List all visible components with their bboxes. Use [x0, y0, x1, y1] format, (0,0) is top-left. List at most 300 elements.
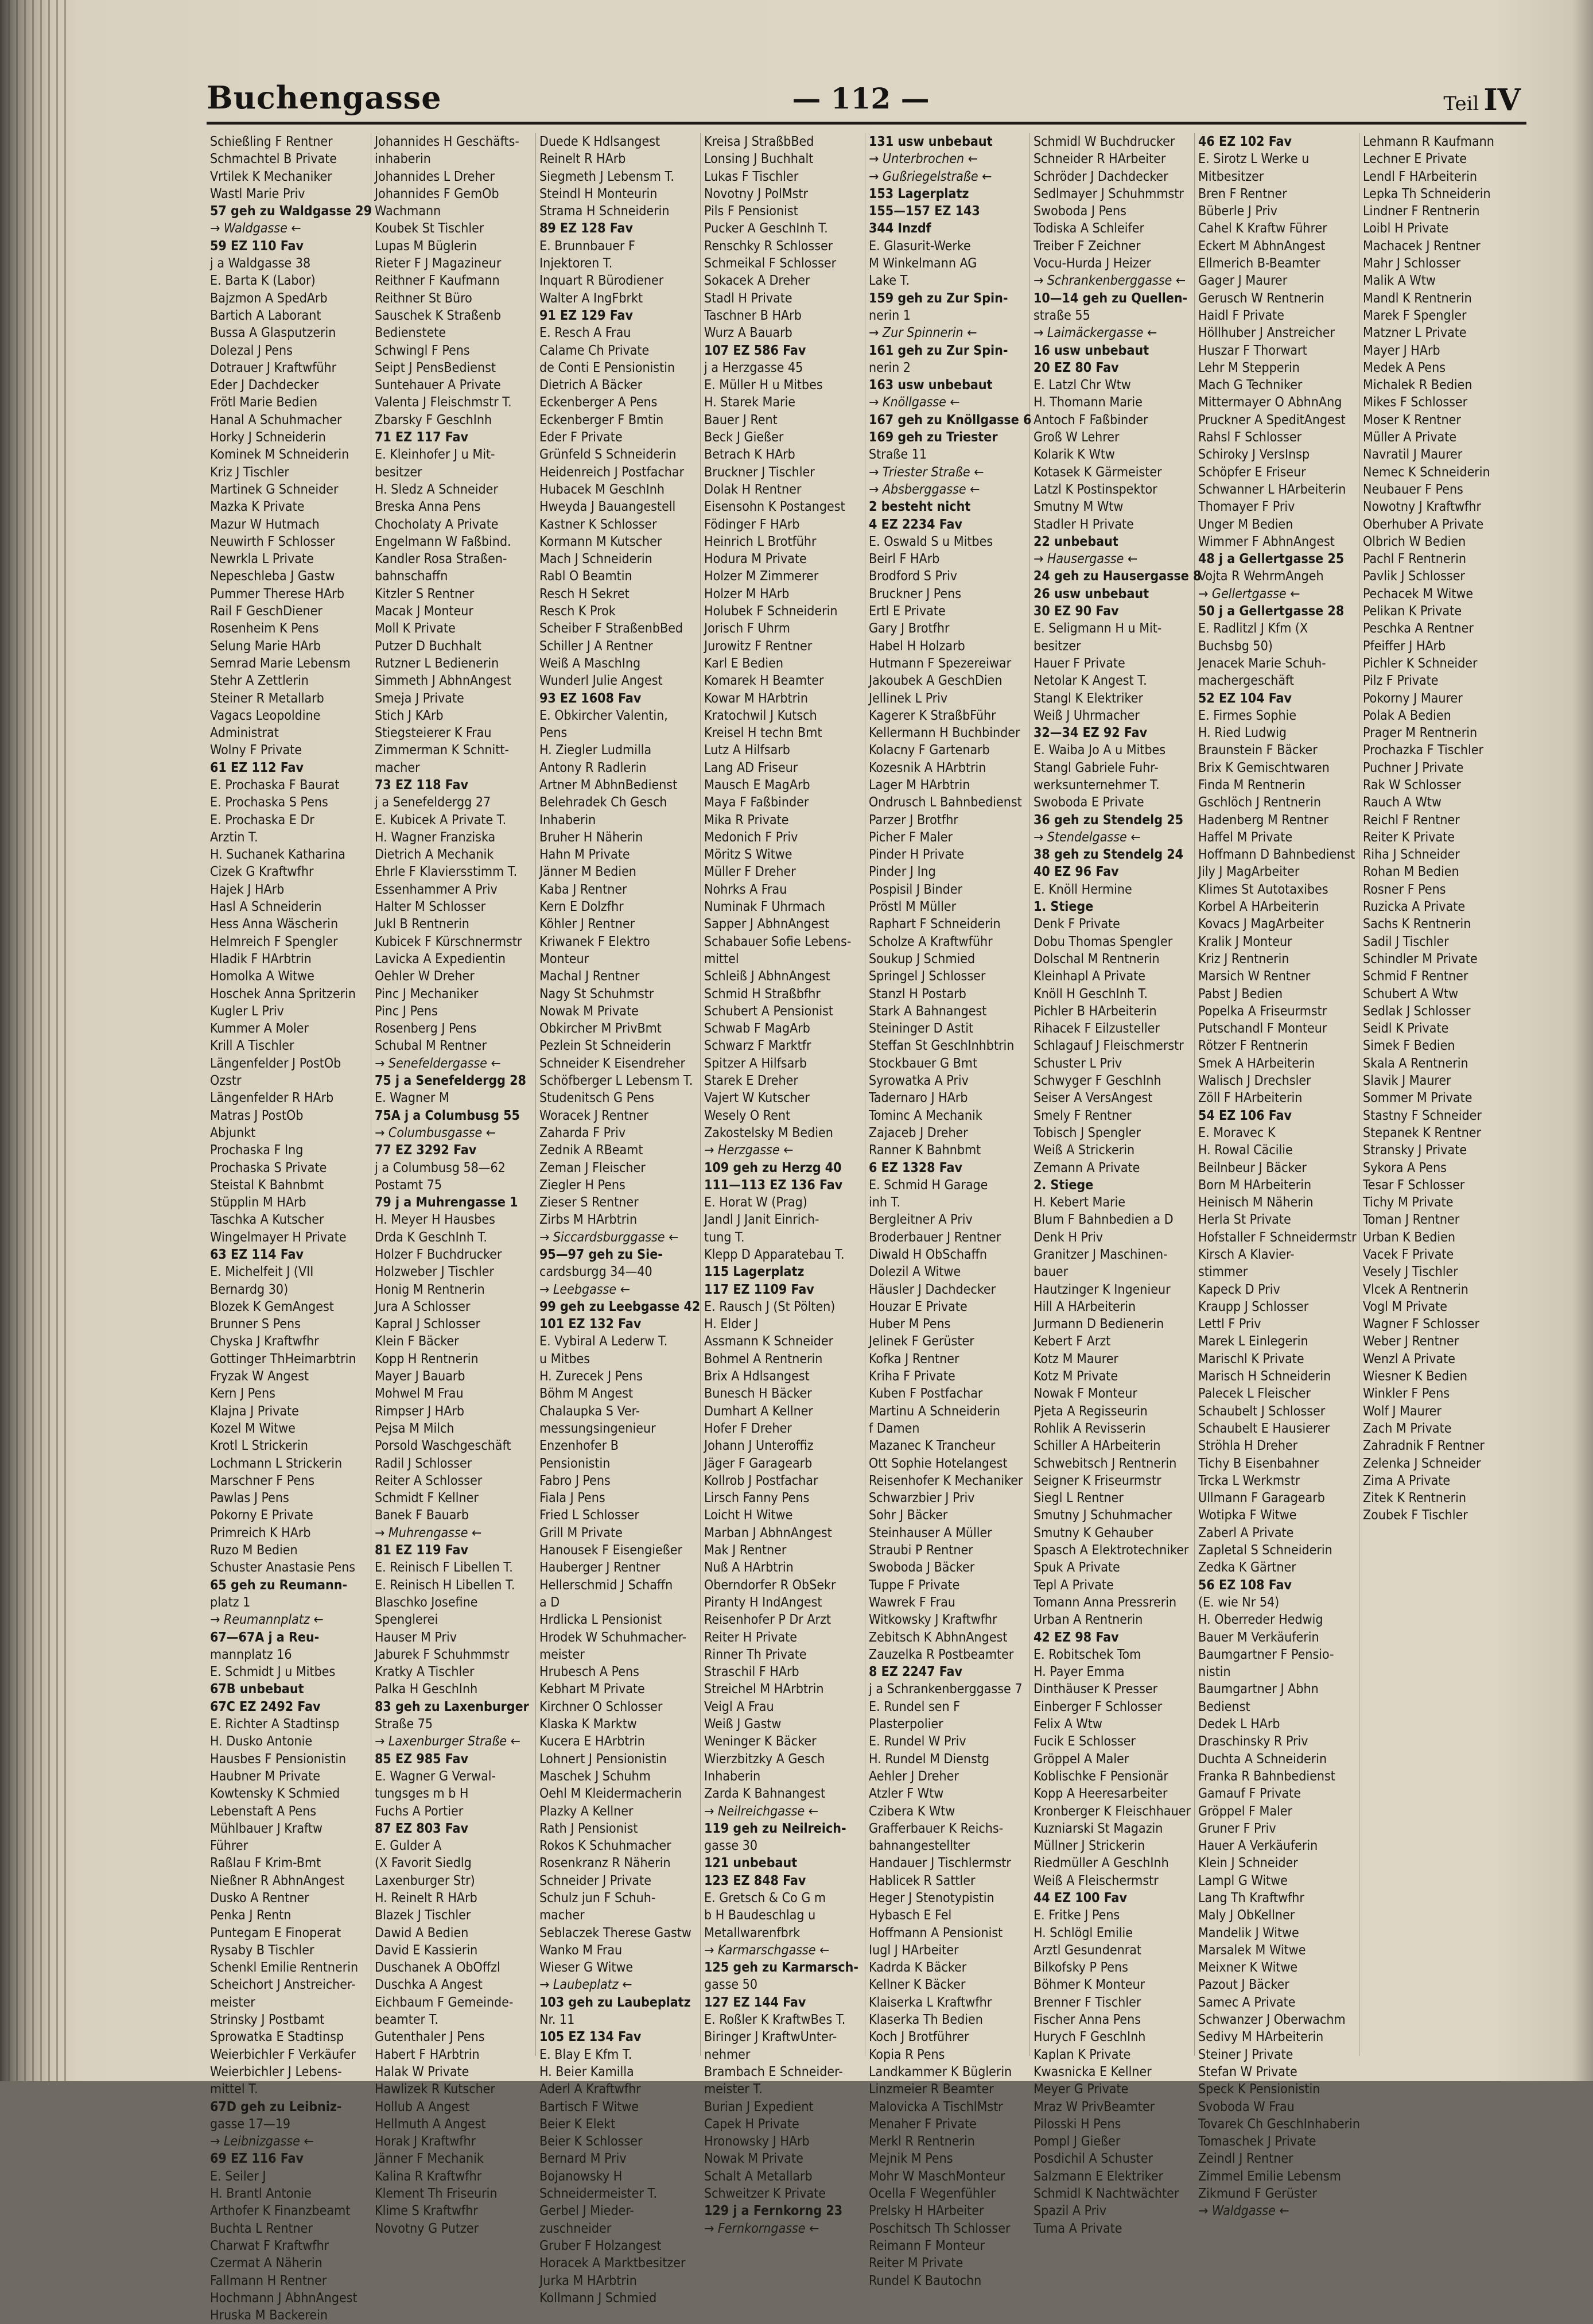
directory-entry: Ozstr	[210, 1073, 242, 1089]
directory-entry: Hauser M Priv	[375, 1629, 457, 1645]
directory-entry: Kandler Rosa Straßen-	[375, 552, 507, 567]
directory-entry: David E Kassierin	[375, 1942, 478, 1958]
directory-entry: Kreisel H techn Bmt	[704, 725, 822, 741]
directory-entry: 155—157 EZ 143	[869, 204, 980, 219]
directory-entry: Hablicek R Sattler	[869, 1873, 976, 1888]
directory-entry: Helmreich F Spengler	[210, 934, 338, 949]
directory-entry: meister	[210, 1995, 255, 2010]
directory-entry: Matzner L Private	[1363, 325, 1467, 341]
directory-entry: Latzl K Postinspektor	[1033, 482, 1157, 497]
directory-entry: Ruzo M Bedien	[210, 1543, 298, 1558]
directory-entry: Rutzner L Bedienerin	[375, 655, 499, 671]
directory-entry: Sykora A Pens	[1363, 1160, 1447, 1175]
directory-entry: Smutny M Wtw	[1033, 499, 1124, 515]
directory-entry: E. Horat W (Prag)	[704, 1195, 807, 1211]
directory-entry: 8 EZ 2247 Fav	[869, 1665, 962, 1680]
directory-entry: Fallmann H Rentner	[210, 2273, 327, 2288]
directory-entry: j a Waldgasse 38	[210, 256, 311, 271]
directory-entry: Capek H Private	[704, 2116, 799, 2132]
directory-entry: Handauer J Tischlermstr	[869, 1856, 1011, 1871]
directory-entry: 59 EZ 110 Fav	[210, 238, 304, 254]
directory-entry: Buchta L Rentner	[210, 2221, 313, 2236]
directory-entry: Franka R Bahnbedienst	[1198, 1768, 1335, 1784]
directory-entry: Mikes F Schlosser	[1363, 395, 1468, 410]
directory-entry: Engelmann W Faßbind.	[375, 534, 511, 549]
directory-entry: Kormann M Kutscher	[539, 534, 662, 549]
directory-entry: Schwanzer J Oberwachm	[1198, 2012, 1346, 2028]
directory-entry: Weierbichler F Verkäufer	[210, 2047, 356, 2062]
directory-entry: Mayer J HArb	[1363, 343, 1440, 358]
directory-entry: Klimes St Autotaxibes	[1198, 882, 1328, 897]
directory-entry: Braunstein F Bäcker	[1198, 743, 1318, 758]
directory-entry: Arztin T.	[210, 829, 258, 845]
directory-entry: Hauberger J Rentner	[539, 1560, 660, 1576]
directory-entry: Marban J AbhnAngest	[704, 1525, 832, 1541]
directory-entry: → Gellertgasse ←	[1198, 586, 1300, 602]
directory-entry: 71 EZ 117 Fav	[375, 430, 468, 445]
directory-entry: 30 EZ 90 Fav	[1033, 604, 1119, 619]
directory-entry: messungsingenieur	[539, 1421, 656, 1436]
directory-entry: Sprowatka E Stadtinsp	[210, 2030, 344, 2045]
directory-entry: E. Brunnbauer F	[539, 238, 635, 254]
directory-entry: Macak J Monteur	[375, 604, 473, 619]
directory-entry: Kugler L Priv	[210, 1003, 284, 1019]
directory-entry: E. Knöll Hermine	[1033, 882, 1132, 897]
directory-entry: 81 EZ 119 Fav	[375, 1543, 468, 1558]
directory-entry: → Karmarschgasse ←	[704, 1942, 830, 1958]
directory-entry: H. Payer Emma	[1033, 1665, 1125, 1680]
directory-entry: Pichler B HArbeiterin	[1033, 1003, 1157, 1019]
directory-entry: Taschka A Kutscher	[210, 1212, 324, 1228]
directory-entry: Fabro J Pens	[539, 1473, 611, 1488]
directory-entry: → Schrankenberggasse ←	[1033, 273, 1186, 289]
directory-entry: Kolacny F Gartenarb	[869, 743, 990, 758]
directory-entry: Hutmann F Spezereiwar	[869, 655, 1012, 671]
directory-entry: Mazanec K Trancheur	[869, 1438, 996, 1454]
directory-entry: Straße 11	[869, 447, 927, 463]
directory-entry: de Conti E Pensionistin	[539, 360, 675, 375]
directory-entry: Primreich K HArb	[210, 1525, 311, 1541]
directory-entry: Jänner F Mechanik	[375, 2151, 484, 2167]
directory-entry: Kopp H Rentnerin	[375, 1351, 479, 1367]
directory-entry: Klein F Bäcker	[375, 1334, 459, 1349]
directory-entry: Brambach E Schneider-	[704, 2064, 843, 2079]
directory-entry: Rabl O Beamtin	[539, 569, 632, 584]
directory-entry: Haubner M Private	[210, 1768, 320, 1784]
directory-entry: Hawlizek R Kutscher	[375, 2082, 495, 2097]
directory-entry: Smeja J Private	[375, 690, 464, 706]
directory-entry: Steiner J Private	[1198, 2047, 1293, 2062]
directory-entry: nistin	[1198, 1665, 1231, 1680]
directory-entry: → Zur Spinnerin ←	[869, 325, 977, 341]
directory-entry: Schlagauf J Fleischmerstr	[1033, 1038, 1184, 1054]
directory-entry: Moll K Private	[375, 621, 456, 637]
directory-entry: 131 usw unbebaut	[869, 134, 993, 149]
directory-entry: Starek E Dreher	[704, 1073, 798, 1089]
directory-entry: E. Müller H u Mitbes	[704, 378, 823, 393]
directory-entry: Mraz W PrivBeamter	[1033, 2099, 1155, 2115]
directory-entry: Groß W Lehrer	[1033, 430, 1120, 445]
directory-entry: Mohr W MaschMonteur	[869, 2168, 1005, 2184]
directory-entry: Matras J PostOb	[210, 1108, 304, 1123]
directory-entry: Zikmund F Gerüster	[1198, 2186, 1317, 2202]
directory-entry: Schaubelt E Hausierer	[1198, 1421, 1330, 1436]
directory-entry: Linzmeier R Beamter	[869, 2082, 994, 2097]
directory-entry: Kalina R Kraftwfhr	[375, 2168, 482, 2184]
directory-columns	[207, 133, 1526, 2323]
directory-entry: Skala A Rentnerin	[1363, 1056, 1468, 1071]
directory-entry: j a Herzgasse 45	[704, 360, 803, 375]
directory-entry: Strama H Schneiderin	[539, 204, 670, 219]
directory-entry: Böhmer K Monteur	[1033, 1977, 1145, 1993]
directory-entry: E. Resch A Frau	[539, 325, 631, 341]
directory-entry: Kovacs J MagArbeiter	[1198, 917, 1324, 932]
directory-entry: nerin 2	[869, 360, 911, 375]
directory-entry: u Mitbes	[539, 1351, 590, 1367]
directory-entry: Vajert W Kutscher	[704, 1091, 810, 1106]
directory-entry: tungsges m b H	[375, 1786, 469, 1802]
directory-entry: Horak J Kraftwfhr	[375, 2134, 476, 2150]
directory-entry: E. Fritke J Pens	[1033, 1908, 1120, 1923]
directory-entry: Kratochwil J Kutsch	[704, 708, 817, 723]
directory-entry: H. Kebert Marie	[1033, 1195, 1126, 1211]
directory-entry: Kotz M Maurer	[1033, 1351, 1118, 1367]
directory-entry: Putzer D Buchhalt	[375, 638, 481, 654]
directory-entry: zuschneider	[539, 2221, 612, 2236]
directory-entry: straße 55	[1033, 308, 1090, 323]
directory-entry: Blum F Bahnbedien a D	[1033, 1212, 1174, 1228]
directory-entry: Kriwanek F Elektro	[539, 934, 650, 949]
directory-entry: Hubacek M GeschInh	[539, 482, 665, 497]
directory-entry: Johannides H Geschäfts-	[375, 134, 519, 149]
directory-entry: Fischer Anna Pens	[1033, 2012, 1141, 2028]
directory-entry: Speck K Pensionistin	[1198, 2082, 1320, 2097]
directory-entry: Ruzicka A Private	[1363, 899, 1466, 915]
directory-entry: Navratil J Maurer	[1363, 447, 1463, 463]
directory-entry: Weiß A MaschIng	[539, 655, 641, 671]
directory-entry: Kolarik K Wtw	[1033, 447, 1115, 463]
directory-entry: Buchsbg 50)	[1198, 638, 1273, 654]
column-7	[1195, 133, 1361, 2219]
directory-entry: H. Ziegler Ludmilla	[539, 743, 652, 758]
part-number: IV	[1483, 83, 1521, 118]
directory-entry: Sachs K Rentnerin	[1363, 917, 1471, 932]
directory-entry: Zebitsch K AbhnAngest	[869, 1629, 1008, 1645]
directory-entry: Vagacs Leopoldine	[210, 708, 321, 723]
column-3	[536, 133, 701, 2306]
directory-entry: Postamt 75	[375, 1177, 442, 1193]
column-1	[207, 133, 372, 2323]
directory-entry: Wenzl A Private	[1363, 1351, 1455, 1367]
directory-entry: Zauzelka R Postbeamter	[869, 1647, 1014, 1662]
directory-entry: Machacek J Rentner	[1363, 238, 1481, 254]
directory-entry: Maya F Faßbinder	[704, 795, 809, 810]
directory-entry: Soukup J Schmied	[869, 951, 976, 967]
directory-entry: Klajna J Private	[210, 1403, 299, 1419]
directory-entry: 169 geh zu Triester	[869, 430, 998, 445]
directory-entry: Dotrauer J Kraftwführ	[210, 360, 337, 375]
directory-entry: Hrodek W Schuhmacher-	[539, 1629, 687, 1645]
directory-entry: 2. Stiege	[1033, 1177, 1094, 1193]
directory-entry: Iugl J HArbeiter	[869, 1942, 959, 1958]
directory-entry: Brix A Hdlsangest	[704, 1369, 810, 1384]
directory-entry: Dawid A Bedien	[375, 1925, 469, 1941]
directory-entry: Drda K GeschInh T.	[375, 1229, 487, 1245]
directory-entry: 4 EZ 2234 Fav	[869, 517, 962, 532]
directory-entry: Heinisch M Näherin	[1198, 1195, 1314, 1211]
directory-entry: E. Prochaska S Pens	[210, 795, 328, 810]
directory-entry: Schöfberger L Lebensm T.	[539, 1073, 693, 1089]
directory-entry: Urban K Bedien	[1363, 1229, 1455, 1245]
directory-entry: Inhaberin	[704, 1768, 761, 1784]
directory-entry: 77 EZ 3292 Fav	[375, 1143, 477, 1158]
directory-entry: Stanzl H Postarb	[869, 986, 966, 1002]
directory-entry: Kaplan K Private	[1033, 2047, 1131, 2062]
directory-entry: j a Columbusg 58—62	[375, 1160, 506, 1175]
directory-entry: Weiß J Uhrmacher	[1033, 708, 1140, 723]
directory-entry: Lager M HArbtrin	[869, 777, 970, 793]
directory-entry: 26 usw unbebaut	[1033, 586, 1149, 602]
directory-entry: Eder F Private	[539, 430, 623, 445]
directory-entry: H. Thomann Marie	[1033, 395, 1143, 410]
directory-entry: Resch H Sekret	[539, 586, 630, 602]
directory-entry: Köhler J Rentner	[539, 917, 635, 932]
directory-entry: 67—67A j a Reu-	[210, 1629, 320, 1645]
directory-entry: H. Elder J	[704, 1317, 759, 1332]
directory-entry: Scholze A Kraftwführ	[869, 934, 993, 949]
directory-entry: Pinder H Private	[869, 847, 965, 863]
directory-entry: E. Gretsch & Co G m	[704, 1890, 826, 1906]
directory-entry: Zeman J Fleischer	[539, 1160, 646, 1175]
directory-entry: Raßlau F Krim-Bmt	[210, 1856, 321, 1871]
directory-entry: Grill M Private	[539, 1525, 623, 1541]
directory-entry: Radil J Schlosser	[375, 1456, 472, 1471]
directory-entry: Ziegler H Pens	[539, 1177, 625, 1193]
directory-entry: 105 EZ 134 Fav	[539, 2030, 642, 2045]
directory-entry: Antoch F Faßbinder	[1033, 412, 1148, 428]
directory-entry: Hadenberg M Rentner	[1198, 812, 1329, 828]
directory-entry: Gruber F Holzangest	[539, 2238, 662, 2253]
directory-entry: Halter M Schlosser	[375, 899, 486, 915]
directory-entry: Zarda K Bahnangest	[704, 1786, 826, 1802]
directory-entry: Dolschal M Rentnerin	[1033, 951, 1160, 967]
directory-entry: Plazky A Kellner	[539, 1803, 634, 1819]
directory-entry: Bojanowsky H	[539, 2168, 623, 2184]
directory-entry: Nowak M Private	[539, 1003, 639, 1019]
directory-entry: Kubicek F Kürschnermstr	[375, 934, 522, 949]
directory-entry: Polak A Bedien	[1363, 708, 1451, 723]
directory-entry: Wachmann	[375, 204, 441, 219]
directory-entry: Stiegsteierer K Frau	[375, 725, 492, 741]
directory-entry: Numinak F Uhrmach	[704, 899, 826, 915]
directory-entry: Lang Th Kraftwfhr	[1198, 1890, 1304, 1906]
directory-entry: 161 geh zu Zur Spin-	[869, 343, 1008, 358]
directory-entry: Duchta A Schneiderin	[1198, 1751, 1327, 1767]
directory-entry: Vojta R WehrmAngeh	[1198, 569, 1324, 584]
directory-entry: H. Rowal Cäcilie	[1198, 1143, 1293, 1158]
directory-entry: 87 EZ 803 Fav	[375, 1821, 468, 1836]
directory-entry: Möritz S Witwe	[704, 847, 792, 863]
directory-entry: macher	[375, 760, 420, 775]
directory-entry: Porsold Waschgeschäft	[375, 1438, 511, 1454]
directory-entry: Hurych F GeschInh	[1033, 2030, 1146, 2045]
directory-entry: E. Prochaska F Baurat	[210, 777, 340, 793]
directory-entry: Klepp D Apparatebau T.	[704, 1247, 845, 1262]
directory-entry: Eckenberger F Bmtin	[539, 412, 664, 428]
directory-entry: Brunner S Pens	[210, 1317, 301, 1332]
directory-entry: E. Reinisch F Libellen T.	[375, 1560, 513, 1576]
directory-entry: E. Richter A Stadtinsp	[210, 1717, 340, 1732]
directory-entry: Zaharda F Priv	[539, 1125, 626, 1140]
directory-entry: Veigl A Frau	[704, 1699, 774, 1714]
directory-entry: 75A j a Columbusg 55	[375, 1108, 520, 1123]
part-label-text: Teil	[1443, 92, 1479, 115]
directory-entry: Strinsky J Postbamt	[210, 2012, 325, 2028]
directory-entry: macher	[539, 1908, 585, 1923]
directory-entry: Schwarzbier J Priv	[869, 1491, 975, 1506]
directory-entry: Jänner M Bedien	[539, 864, 636, 880]
directory-entry: Rosenberg J Pens	[375, 1021, 477, 1037]
directory-entry: Jorisch F Uhrm	[704, 621, 790, 637]
directory-entry: Reiter M Private	[869, 2256, 963, 2271]
directory-entry: Abjunkt	[210, 1125, 256, 1140]
directory-entry: Seidl K Private	[1363, 1021, 1449, 1037]
directory-entry: Blozek K GemAngest	[210, 1299, 334, 1314]
directory-entry: Dobu Thomas Spengler	[1033, 934, 1173, 949]
directory-entry: Mühlbauer J Kraftw	[210, 1821, 323, 1836]
directory-entry: a D	[539, 1594, 560, 1610]
directory-entry: Metallwarenfbrk	[704, 1925, 801, 1941]
directory-entry: Koblischke F Pensionär	[1033, 1768, 1168, 1784]
directory-entry: Duschanek A ObOffzl	[375, 1960, 500, 1976]
directory-entry: Holzer M HArb	[704, 586, 790, 602]
directory-entry: Karl E Bedien	[704, 655, 783, 671]
header-rule	[207, 122, 1526, 125]
directory-entry: Winkler F Pens	[1363, 1386, 1450, 1402]
directory-entry: Schwarz F Marktfr	[704, 1038, 811, 1054]
directory-entry: Wagner F Schlosser	[1363, 1317, 1480, 1332]
directory-entry: E. Sirotz L Werke u	[1198, 152, 1310, 167]
directory-entry: Bedienst	[1198, 1699, 1250, 1714]
directory-entry: Homolka A Witwe	[210, 969, 314, 984]
directory-entry: Habel H Holzarb	[869, 638, 965, 654]
directory-entry: Salzmann E Elektriker	[1033, 2168, 1164, 2184]
directory-entry: j a Senefeldergg 27	[375, 795, 491, 810]
book-binding-edge	[0, 0, 69, 2081]
directory-entry: Seblaczek Therese Gastw	[539, 1925, 691, 1941]
directory-entry: Häusler J Dachdecker	[869, 1282, 996, 1297]
directory-entry: Hoschek Anna Spritzerin	[210, 986, 356, 1002]
directory-entry: Houzar E Private	[869, 1299, 968, 1314]
directory-entry: Lindner F Rentnerin	[1363, 204, 1480, 219]
directory-entry: Tadernaro J HArb	[869, 1091, 968, 1106]
directory-entry: 75 j a Senefeldergg 28	[375, 1073, 526, 1089]
directory-entry: Kollmann J Schmied	[539, 2290, 657, 2306]
directory-entry: Sommer M Private	[1363, 1091, 1472, 1106]
directory-entry: Bussa A Glasputzerin	[210, 325, 336, 341]
directory-entry: Streichel M HArbtrin	[704, 1682, 824, 1697]
directory-entry: Meyer G Private	[1033, 2082, 1129, 2097]
directory-entry: b H Baudeschlag u	[704, 1908, 816, 1923]
directory-entry: Meixner K Witwe	[1198, 1960, 1298, 1976]
directory-entry: Stark A Bahnangest	[869, 1003, 987, 1019]
directory-entry: Novotny G Putzer	[375, 2221, 479, 2236]
directory-entry: Zach M Private	[1363, 1421, 1452, 1436]
directory-entry: Pokorny E Private	[210, 1508, 313, 1523]
directory-entry: Wastl Marie Priv	[210, 186, 305, 201]
directory-entry: Simek F Bedien	[1363, 1038, 1455, 1054]
directory-entry: E. Moravec K	[1198, 1125, 1276, 1140]
directory-entry: Svoboda W Frau	[1198, 2099, 1295, 2115]
directory-entry: 103 geh zu Laubeplatz	[539, 1995, 691, 2010]
directory-entry: Huber M Pens	[869, 1317, 951, 1332]
directory-entry: Belehradek Ch Gesch	[539, 795, 667, 810]
directory-entry: Smutny J Schuhmacher	[1033, 1508, 1172, 1523]
directory-entry: Bilkofsky P Pens	[1033, 1960, 1128, 1976]
directory-entry: Straschil F HArb	[704, 1665, 799, 1680]
directory-entry: Rosner F Pens	[1363, 882, 1446, 897]
directory-entry: Schiller J A Rentner	[539, 638, 653, 654]
directory-entry: gasse 30	[704, 1838, 758, 1854]
directory-entry: meister T.	[704, 2082, 763, 2097]
directory-entry: Zimmerman K Schnitt-	[375, 743, 509, 758]
directory-entry: (E. wie Nr 54)	[1198, 1594, 1280, 1610]
directory-entry: Mandelik J Witwe	[1198, 1925, 1299, 1941]
directory-entry: → Laimäckergasse ←	[1033, 325, 1157, 341]
directory-entry: Lukas F Tischler	[704, 169, 799, 184]
directory-entry: Seiser A VersAngest	[1033, 1091, 1153, 1106]
directory-entry: E. Vybiral A Lederw T.	[539, 1334, 668, 1349]
directory-entry: Tovarek Ch GeschInhaberin	[1198, 2116, 1361, 2132]
directory-entry: Broderbauer J Rentner	[869, 1229, 1001, 1245]
directory-entry: Schuster Anastasie Pens	[210, 1560, 356, 1576]
directory-entry: Lendl F HArbeiterin	[1363, 169, 1477, 184]
directory-entry: Mohwel M Frau	[375, 1386, 464, 1402]
directory-entry: Zitek K Rentnerin	[1363, 1491, 1466, 1506]
directory-entry: Weierbichler J Lebens-	[210, 2064, 342, 2079]
directory-entry: 127 EZ 144 Fav	[704, 1995, 806, 2010]
directory-entry: Steindl H Monteurin	[539, 186, 658, 201]
directory-entry: Bruckner J Tischler	[704, 464, 815, 480]
directory-entry: Reichl F Rentner	[1363, 812, 1460, 828]
directory-entry: E. Seligmann H u Mit-	[1033, 621, 1162, 637]
directory-entry: Steininger D Astit	[869, 1021, 974, 1037]
directory-entry: Beilnbeur J Bäcker	[1198, 1160, 1307, 1175]
directory-entry: Rohan M Bedien	[1363, 864, 1459, 880]
directory-entry: Sedlmayer J Schuhmmstr	[1033, 186, 1184, 201]
directory-entry: Wieser G Witwe	[539, 1960, 634, 1976]
directory-entry: Hautzinger K Ingenieur	[1033, 1282, 1171, 1297]
directory-entry: Assmann K Schneider	[704, 1334, 834, 1349]
directory-entry: H. Dusko Antonie	[210, 1734, 313, 1749]
directory-entry: Spitzer A Hilfsarb	[704, 1056, 807, 1071]
directory-entry: Popelka A Friseurmstr	[1198, 1003, 1327, 1019]
directory-entry: Sapper J AbhnAngest	[704, 917, 830, 932]
directory-entry: Schabauer Sofie Lebens-	[704, 934, 852, 949]
directory-page	[189, 69, 1526, 2323]
directory-entry: Rohlik A Revisserin	[1033, 1421, 1146, 1436]
directory-entry: Koubek St Tischler	[375, 221, 484, 236]
directory-entry: 10—14 geh zu Quellen-	[1033, 290, 1188, 306]
directory-entry: Pinc J Pens	[375, 1003, 438, 1019]
directory-entry: Wurz A Bauarb	[704, 325, 792, 341]
directory-entry: Medek A Pens	[1363, 360, 1446, 375]
directory-entry: E. Roßler K KraftwBes T.	[704, 2012, 846, 2028]
directory-entry: Chyska J Kraftwfhr	[210, 1334, 319, 1349]
directory-entry: Kowar M HArbtrin	[704, 690, 809, 706]
directory-entry: Schwingl F Pens	[375, 343, 470, 358]
directory-entry: Stepanek K Rentner	[1363, 1125, 1482, 1140]
